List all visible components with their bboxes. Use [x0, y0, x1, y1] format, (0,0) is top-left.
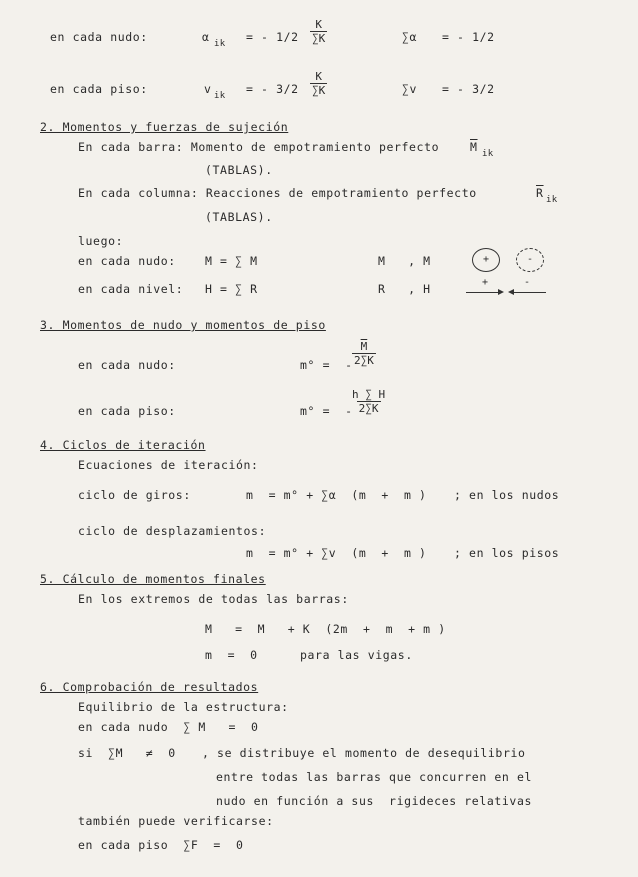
counterclockwise-moment-icon: -	[516, 248, 544, 272]
negative-force-label: -	[524, 277, 531, 288]
s3-piso-fraction: $\frac{h \sum H}{2\sum K}$	[352, 388, 386, 415]
section-3-heading: 3. Momentos de nudo y momentos de piso	[40, 318, 326, 332]
columna-symbol: $\overline{R}$	[536, 186, 544, 200]
s2-nivel-eq: H = ∑ R	[205, 282, 258, 296]
columna-subscript: ik	[546, 195, 558, 205]
s2-nudo-label: en cada nudo:	[78, 254, 176, 268]
eq-neg-half: = - 1/2	[246, 30, 299, 44]
s6-nudo-eq: en cada nudo ∑ M = 0	[78, 720, 259, 734]
ecuaciones: Ecuaciones de iteración:	[78, 458, 259, 472]
sum-alpha-rhs: = - 1/2	[442, 30, 495, 44]
section-6-heading: 6. Comprobación de resultados	[40, 680, 259, 694]
s6-si-eq: si ∑M ≠ 0	[78, 746, 176, 760]
equilibrio: Equilibrio de la estructura:	[78, 700, 289, 714]
positive-force-label: +	[482, 277, 489, 288]
desp-label: ciclo de desplazamientos:	[78, 524, 267, 538]
section-4-heading: 4. Ciclos de iteración	[40, 438, 206, 452]
alpha-symbol: α	[202, 30, 210, 44]
sum-alpha: ∑α	[402, 30, 418, 44]
right-arrow-icon	[466, 292, 502, 293]
giros-equation: m = m° + ∑α (m + m )	[246, 488, 427, 502]
s2-nudo-right: M , M	[378, 254, 431, 268]
beam-moment-eq: m = 0	[205, 648, 258, 662]
nudo-funcion: nudo en función a sus rigideces relativas	[216, 794, 532, 808]
giros-label: ciclo de giros:	[78, 488, 191, 502]
s2-nudo-eq: M = ∑ M	[205, 254, 258, 268]
v-subscript: ik	[214, 91, 226, 101]
barra-symbol: $\overline{M}$	[470, 140, 478, 154]
alpha-subscript: ik	[214, 39, 226, 49]
final-moment-eq: M = M + K (2m + m + m )	[205, 622, 446, 636]
stiffness-ratio-piso: $\frac{K}{\sum K}$	[312, 70, 326, 97]
tablas-2: (TABLAS).	[205, 210, 273, 224]
v-symbol: v	[204, 82, 212, 96]
vigas: para las vigas.	[300, 648, 413, 662]
tambien: también puede verificarse:	[78, 814, 274, 828]
distribuye: , se distribuye el momento de desequilibrio	[202, 746, 526, 760]
s3-piso-label: en cada piso:	[78, 404, 176, 418]
s3-nudo-lhs: m° = -	[300, 358, 353, 372]
left-arrow-icon	[510, 292, 546, 293]
tablas-1: (TABLAS).	[205, 163, 273, 177]
barra-text: En cada barra: Momento de empotramiento perfecto	[78, 140, 440, 154]
sum-v-rhs: = - 3/2	[442, 82, 495, 96]
clockwise-moment-icon: +	[472, 248, 500, 272]
desp-equation: m = m° + ∑v (m + m )	[246, 546, 427, 560]
barra-subscript: ik	[482, 149, 494, 159]
s2-nivel-right: R , H	[378, 282, 431, 296]
eq-neg-threehalves: = - 3/2	[246, 82, 299, 96]
s3-nudo-fraction: $\frac{\overline{M}}{2\sum K}$	[354, 340, 374, 367]
nudo-label: en cada nudo:	[50, 30, 148, 44]
section-5-heading: 5. Cálculo de momentos finales	[40, 572, 266, 586]
piso-label: en cada piso:	[50, 82, 148, 96]
luego: luego:	[78, 234, 124, 248]
s3-piso-lhs: m° = -	[300, 404, 353, 418]
section-2-heading: 2. Momentos y fuerzas de sujeción	[40, 120, 289, 134]
entre: entre todas las barras que concurren en el	[216, 770, 532, 784]
sum-v: ∑v	[402, 82, 418, 96]
desp-tail: ; en los pisos	[454, 546, 560, 560]
giros-tail: ; en los nudos	[454, 488, 560, 502]
extremos: En los extremos de todas las barras:	[78, 592, 349, 606]
columna-text: En cada columna: Reacciones de empotramiento perfecto	[78, 186, 477, 200]
s2-nivel-label: en cada nivel:	[78, 282, 184, 296]
stiffness-ratio-nudo: $\frac{K}{\sum K}$	[312, 18, 326, 45]
s3-nudo-label: en cada nudo:	[78, 358, 176, 372]
s6-piso-eq: en cada piso ∑F = 0	[78, 838, 244, 852]
